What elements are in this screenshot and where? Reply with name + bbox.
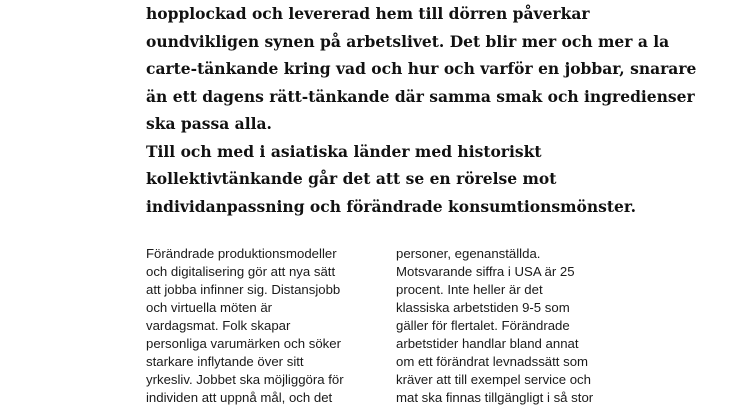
body-line: procent. Inte heller är det (396, 282, 543, 297)
body-line: klassiska arbetstiden 9-5 som (396, 300, 570, 315)
body-line: och digitalisering gör att nya sätt (146, 264, 336, 279)
body-line: Förändrade produktionsmodeller (146, 246, 337, 261)
lead-line: oundvikligen synen på arbetslivet. Det blir mer och mer a la (146, 31, 670, 51)
body-line: och virtuella möten är (146, 300, 273, 315)
body-line: kräver att till exempel service och (396, 372, 591, 387)
lead-line: ska passa alla. (146, 114, 272, 133)
lead-line: än ett dagens rätt-tänkande där samma smak och ingredienser (146, 86, 695, 106)
body-line: starkare inflytande över sitt (146, 354, 304, 369)
lead-line: kollektivtänkande går det att se en rörelse mot (146, 169, 557, 188)
body-line: personer, egenanställda. (396, 246, 541, 261)
body-column-right (396, 245, 621, 407)
lead-line: Till och med i asiatiska länder med historiskt (146, 141, 542, 161)
body-line: vardagsmat. Folk skapar (146, 318, 291, 333)
body-line: mat ska finnas tillgängligt i så stor (396, 390, 594, 405)
body-line: att jobba infinner sig. Distansjobb (146, 282, 341, 297)
body-line: personliga varumärken och söker (146, 336, 341, 351)
lead-line: individanpassning och förändrade konsumtionsmönster. (146, 196, 637, 216)
lead-line: carte-tänkande kring vad och hur och varför en jobbar, snarare (146, 59, 697, 78)
lead-paragraph (146, 0, 697, 220)
lead-line: hopplockad och levererad hem till dörren påverkar (146, 4, 590, 23)
body-line: gäller för flertalet. Förändrade (396, 318, 570, 333)
body-line: Motsvarande siffra i USA är 25 (396, 264, 575, 279)
body-line: arbetstider handlar bland annat (396, 336, 579, 351)
body-line: om ett förändrat levnadssätt som (396, 354, 589, 369)
body-line: individen att uppnå mål, och det (146, 390, 333, 405)
body-column-left (146, 245, 371, 407)
body-line: yrkesliv. Jobbet ska möjliggöra för (146, 372, 344, 387)
